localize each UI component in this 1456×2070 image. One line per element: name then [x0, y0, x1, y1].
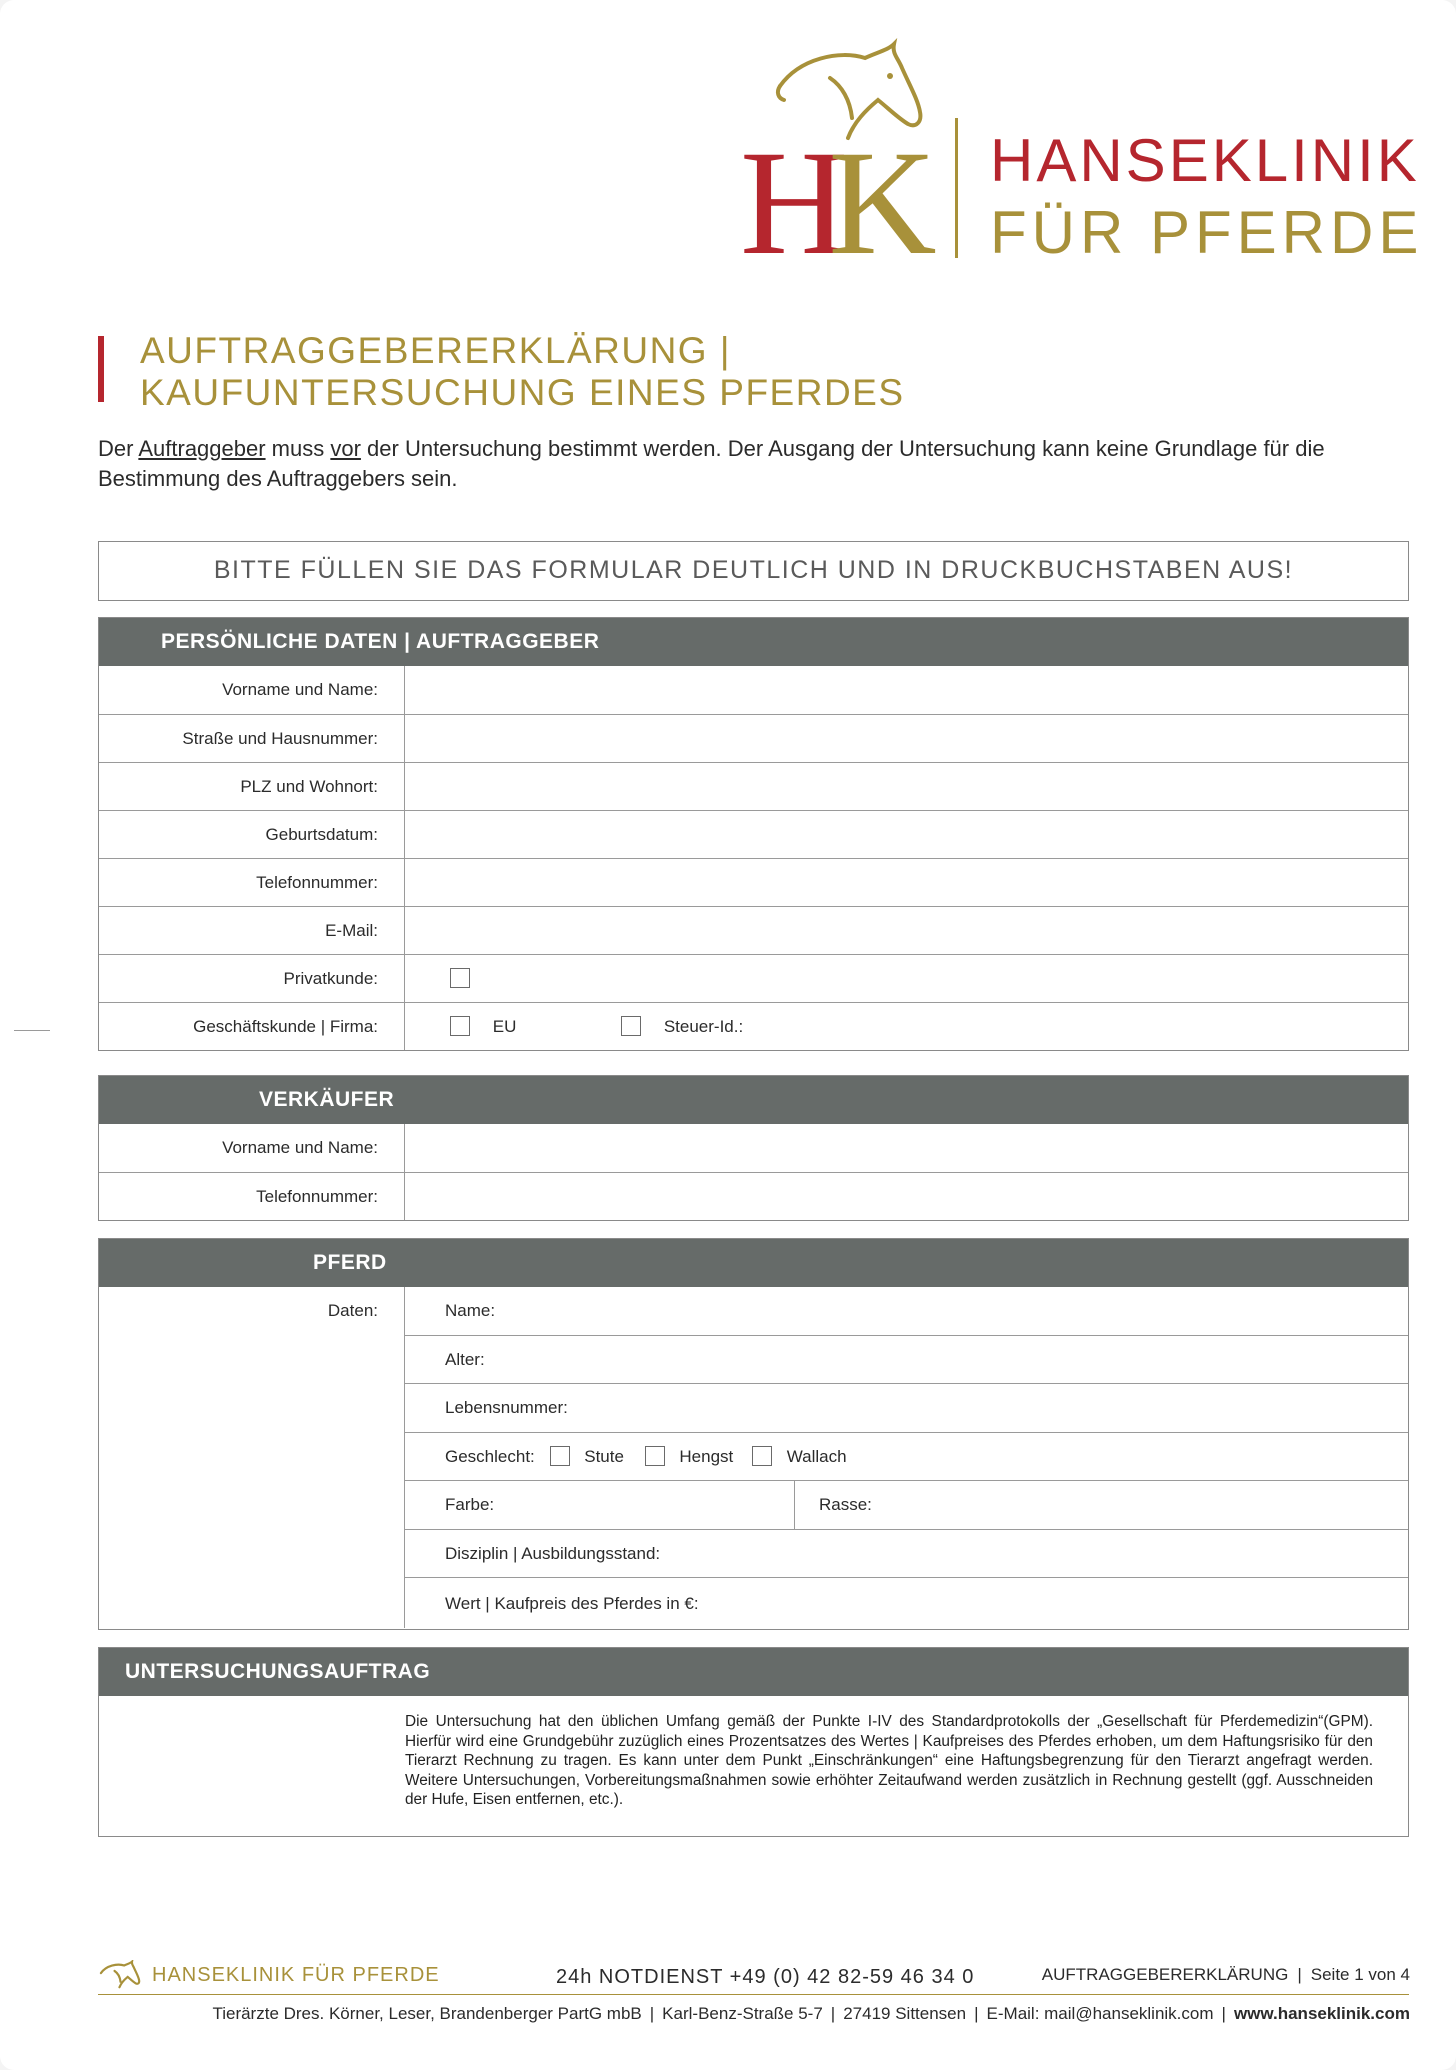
section-heading: PFERD [99, 1239, 1408, 1287]
horse-age-field[interactable]: Alter: [405, 1336, 1408, 1385]
seller-phone-field[interactable] [405, 1173, 1408, 1220]
footer-divider [98, 1994, 1409, 1995]
tax-id-checkbox[interactable] [621, 1016, 641, 1036]
eu-label: EU [492, 1017, 517, 1036]
section-heading: PERSÖNLICHE DATEN | AUFTRAGGEBER [99, 618, 1408, 666]
seller-section [98, 1075, 1409, 1221]
brand-name-line2: FÜR PFERDE [990, 199, 1424, 266]
horse-color-breed-row [405, 1481, 1408, 1530]
form-row: Privatkunde: [99, 954, 1408, 1002]
form-row: PLZ und Wohnort: [99, 762, 1408, 810]
examination-order-section [98, 1647, 1409, 1837]
email-field[interactable] [405, 907, 1408, 954]
name-field[interactable] [405, 666, 1408, 714]
birthdate-field[interactable] [405, 811, 1408, 858]
section-heading: VERKÄUFER [99, 1076, 1408, 1124]
mare-checkbox[interactable] [550, 1446, 570, 1466]
horse-life-number-field[interactable]: Lebensnummer: [405, 1384, 1408, 1433]
form-row: Geschäftskunde | Firma: EU Steuer-Id.: [99, 1002, 1408, 1050]
emergency-phone: 24h NOTDIENST +49 (0) 42 82-59 46 34 0 [556, 1966, 975, 1988]
fill-instruction-box: BITTE FÜLLEN SIE DAS FORMULAR DEUTLICH UND IN DRUCKBUCHSTABEN AUS! [98, 541, 1409, 601]
horse-head-icon [98, 1960, 142, 1990]
document-title: AUFTRAGGEBERERKLÄRUNG | KAUFUNTERSUCHUNG EINES PFERDES [140, 330, 905, 413]
website-link[interactable]: www.hanseklinik.com [1233, 2004, 1410, 2023]
hk-monogram: HK [740, 120, 917, 286]
horse-discipline-field[interactable]: Disziplin | Ausbildungsstand: [405, 1530, 1408, 1579]
footer-address: Tierärzte Dres. Körner, Leser, Brandenberger PartG mbB | Karl-Benz-Straße 5-7 | 27419 Sittensen | E-Mail: mail@hanseklinik.com | www.hanseklinik.com [212, 2004, 1410, 2023]
horse-color-field[interactable]: Farbe: [405, 1481, 795, 1529]
title-accent-bar [98, 336, 104, 402]
horse-name-field[interactable]: Name: [405, 1287, 1408, 1336]
brand-name-line1: HANSEKLINIK [990, 127, 1420, 194]
eu-checkbox[interactable] [450, 1016, 470, 1036]
phone-field[interactable] [405, 859, 1408, 906]
form-row: Telefonnummer: [99, 1172, 1408, 1220]
horse-gender-row: Geschlecht: Stute Hengst Wallach [405, 1433, 1408, 1482]
horse-data-label: Daten: [99, 1287, 405, 1628]
form-row: Geburtsdatum: [99, 810, 1408, 858]
form-row: Vorname und Name: [99, 666, 1408, 714]
page-indicator: AUFTRAGGEBERERKLÄRUNG | Seite 1 von 4 [1041, 1965, 1410, 1984]
seller-name-field[interactable] [405, 1124, 1408, 1172]
fold-mark [14, 1030, 50, 1031]
stallion-checkbox[interactable] [645, 1446, 665, 1466]
private-customer-checkbox[interactable] [450, 968, 470, 988]
horse-price-field[interactable]: Wert | Kaufpreis des Pferdes in €: [445, 1594, 699, 1613]
zip-city-field[interactable] [405, 763, 1408, 810]
logo-divider [955, 118, 958, 258]
section-heading: UNTERSUCHUNGSAUFTRAG [99, 1648, 1408, 1696]
horse-breed-field[interactable]: Rasse: [819, 1495, 872, 1514]
gelding-checkbox[interactable] [752, 1446, 772, 1466]
personal-data-section [98, 617, 1409, 1051]
tax-id-label: Steuer-Id.: [663, 1017, 744, 1036]
footer-brand: HANSEKLINIK FÜR PFERDE [152, 1964, 440, 1986]
form-row: Telefonnummer: [99, 858, 1408, 906]
examination-terms-text: Die Untersuchung hat den üblichen Umfang gemäß der Punkte I-IV des Standardprotokolls der „Gesellschaft für Pferdemedizin“(GPM). Hierfür wird eine Grundgebühr zuzüglich eines Prozentsatzes des Wertes | Kaufpreises des Pferdes erhoben, um dem Haftungsrisiko für den Tierarzt Rechnung zu tragen. Es kann unter dem Punkt „Einschränkungen“ eine Haftungsbegrenzung für den Tierarzt angefragt werden. Weitere Untersuchungen, Vorbereitungsmaßnahmen sowie erhöhter Zeitaufwand werden zusätzlich in Rechnung gestellt (ggf. Ausschneiden der Hufe, Eisen entfernen, etc.). [405, 1713, 1373, 1808]
clinic-logo [740, 38, 1430, 286]
form-row: Vorname und Name: [99, 1124, 1408, 1172]
form-row: E-Mail: [99, 906, 1408, 954]
form-row: Straße und Hausnummer: [99, 714, 1408, 762]
street-field[interactable] [405, 715, 1408, 762]
horse-section [98, 1238, 1409, 1630]
intro-paragraph: Der Auftraggeber muss vor der Untersuchung bestimmt werden. Der Ausgang der Untersuchung kann keine Grundlage für die Bestimmung des Auftraggebers sein. [98, 436, 1325, 491]
